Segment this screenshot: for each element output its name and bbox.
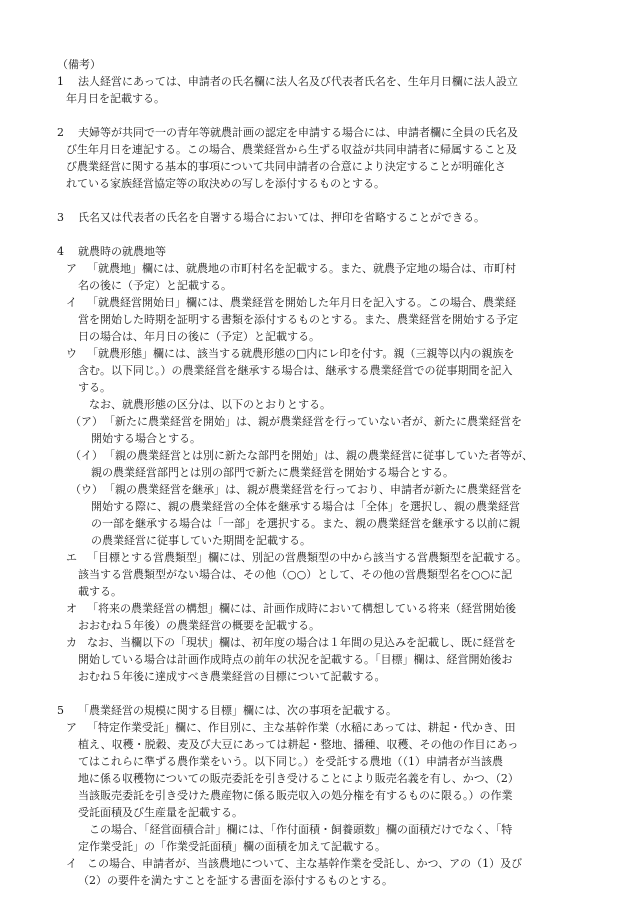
spacer <box>0 685 630 702</box>
item-4-u-sub-i-line-2 <box>0 464 630 481</box>
item-4-title: 就農時の就農地等 <box>78 245 166 258</box>
item-4-i-text: 日の場合は、年月日の後に（予定）と記載する。 <box>78 330 320 343</box>
item-5-a-text: 当該販売委託を引き受けた農産物に係る販売収入の処分権を有するものに限る。）の作業 <box>78 789 513 802</box>
item-5-a-line-5 <box>0 787 630 804</box>
item-4-u-line-3 <box>0 379 630 396</box>
item-4-e-text: 該当する営農類型がない場合は、その他（○○）として、その他の営農類型名を○○に記 <box>78 568 513 581</box>
item-4-u-sub-u-text: 「親の農業経営を継承」は、親が農業経営を行っており、申請者が新たに農業経営を <box>104 483 522 496</box>
item-2-line-2 <box>0 141 630 158</box>
item-4-ka-text: 開始している場合は計画作成時点の前年の状況を記載する。「目標」欄は、経営開始後お <box>78 653 513 666</box>
item-4-i-text: 営を開始した時期を証明する書類を添付するものとする。また、農業経営を開始する予定 <box>78 313 518 326</box>
item-4-u-sub-u-line-1 <box>0 481 630 498</box>
item-4-ka-line-1 <box>0 634 630 651</box>
item-4-u-sub-u-line-4 <box>0 532 630 549</box>
item-4-ka-text: おむね５年後に達成すべき農業経営の目標について記載する。 <box>78 670 386 683</box>
item-5-a-text: 定作業受託」の「作業受託面積」欄の面積を加えて記載する。 <box>78 840 386 853</box>
item-4-ka-line-3 <box>0 668 630 685</box>
item-4-o-text: おおむね５年後）の農業経営の概要を記載する。 <box>78 619 320 632</box>
item-5-a-text: 地に係る収穫物についての販売委託を引き受けることにより販売名義を有し、かつ、（2） <box>78 772 519 785</box>
item-4-a-mark: ア <box>66 262 77 275</box>
item-4-u-text: 含む。以下同じ。）の農業経営を継承する場合は、継承する農業経営での従事期間を記入 <box>78 364 513 377</box>
item-2-text: び農業経営に関する基本的事項について共同申請者の合意により決定することが明確化さ <box>66 160 506 173</box>
item-2-text: 夫婦等が共同で一の青年等就農計画の認定を申請する場合には、申請者欄に全員の氏名及 <box>78 126 518 139</box>
item-4-e-text: 「目標とする営農類型」欄には、別記の営農類型の中から該当する営農類型を記載する。 <box>87 551 527 564</box>
item-4-u-sub-a-mark: （ア） <box>70 415 103 428</box>
item-2-text: び生年月日を連記する。この場合、農業経営から生ずる収益が共同申請者に帰属すること及 <box>66 143 517 156</box>
item-5-a-line-1 <box>0 719 630 736</box>
item-4-u-sub-i-mark: （イ） <box>70 449 103 462</box>
item-4-u-sub-i-line-1 <box>0 447 630 464</box>
item-5-i-text: （2）の要件を満たすことを証する書面を添付するものとする。 <box>78 874 393 887</box>
item-4-u-sub-u-text: 開始する際に、親の農業経営の全体を継承する場合は「全体」を選択し、親の農業経営 <box>91 500 520 513</box>
item-4-number: 4 <box>57 245 64 258</box>
item-2-line-3 <box>0 158 630 175</box>
item-2-text: れている家族経営協定等の取決めの写しを添付するものとする。 <box>66 177 385 190</box>
item-4-u-sub-a-text: 「新たに農業経営を開始」は、親が農業経営を行っていない者が、新たに農業経営を <box>104 415 522 428</box>
item-4-o-mark: オ <box>66 602 77 615</box>
item-4-u-line-1 <box>0 345 630 362</box>
item-1-text: 法人経営にあっては、申請者の氏名欄に法人名及び代表者氏名を、生年月日欄に法人設立 <box>78 75 518 88</box>
spacer <box>0 226 630 243</box>
item-4-a-line-2 <box>0 277 630 294</box>
item-5-a-line-2 <box>0 736 630 753</box>
item-4-u-sub-a-line-2 <box>0 430 630 447</box>
item-5-a-text: 受託面積及び生産量を記載する。 <box>78 806 243 819</box>
item-5-i-line-2 <box>0 872 630 889</box>
item-1-line-1 <box>0 73 630 90</box>
item-4-u-text: する。 <box>78 381 111 394</box>
item-5-number: 5 <box>57 704 64 717</box>
item-5-a-text: 「特定作業受託」欄に、作目別に、主な基幹作業（水稲にあっては、耕起・代かき、田 <box>87 721 516 734</box>
item-5-title: 「農業経営の規模に関する目標」欄には、次の事項を記載する。 <box>78 704 397 717</box>
item-5-a-mark: ア <box>66 721 77 734</box>
item-4-u-sub-u-text: の一部を継承する場合は「一部」を選択する。また、親の農業経営を継承する以前に親 <box>91 517 520 530</box>
item-4-u-sub-i-text: 親の農業経営部門とは別の部門で新たに農業経営を開始する場合とする。 <box>91 466 454 479</box>
item-4-o-line-2 <box>0 617 630 634</box>
item-4-i-line-2 <box>0 311 630 328</box>
item-4-e-line-3 <box>0 583 630 600</box>
item-4-u-sub-a-text: 開始する場合とする。 <box>91 432 201 445</box>
item-4-i-mark: イ <box>66 296 77 309</box>
item-2-line-1 <box>0 124 630 141</box>
item-1-line-2 <box>0 90 630 107</box>
item-5-a-text: この場合、「経営面積合計」欄には、「作付面積・飼養頭数」欄の面積だけでなく、「特 <box>89 823 513 836</box>
item-4-ka-mark: カ <box>66 636 77 649</box>
item-5-i-text: この場合、申請者が、当該農地について、主な基幹作業を受託し、かつ、アの（1）及び <box>87 857 523 870</box>
item-4-ka-text: なお、当欄以下の「現状」欄は、初年度の場合は１年間の見込みを記載し、既に経営を <box>87 636 516 649</box>
item-4-u-sub-a-line-1 <box>0 413 630 430</box>
item-4-a-text: 名の後に（予定）と記載する。 <box>78 279 232 292</box>
item-5-i-mark: イ <box>66 857 77 870</box>
item-4-e-line-2 <box>0 566 630 583</box>
item-2-number: 2 <box>57 126 64 139</box>
spacer <box>0 107 630 124</box>
item-5-a-text: てはこれらに準ずる農作業をいう。以下同じ。）を受託する農地（（1）申請者が当該農 <box>78 755 503 768</box>
item-1-number: 1 <box>57 75 64 88</box>
item-5-a-line-8 <box>0 838 630 855</box>
remarks-heading <box>0 56 630 73</box>
item-3-text: 氏名又は代表者の氏名を自署する場合においては、押印を省略することができる。 <box>78 211 485 224</box>
item-4-i-line-3 <box>0 328 630 345</box>
item-1-text: 年月日を記載する。 <box>66 92 165 105</box>
item-5-a-line-7 <box>0 821 630 838</box>
item-4-u-text: なお、就農形態の区分は、以下のとおりとする。 <box>89 398 331 411</box>
document-page <box>0 56 630 889</box>
item-2-line-4 <box>0 175 630 192</box>
item-4-u-sub-i-text: 「親の農業経営とは別に新たな部門を開始」は、親の農業経営に従事していた者等が、 <box>104 449 533 462</box>
item-5-a-text: 植え、収穫・脱穀、麦及び大豆にあっては耕起・整地、播種、収穫、その他の作目にあっ <box>78 738 519 751</box>
item-5-a-line-3 <box>0 753 630 770</box>
remarks-heading-text: （備考） <box>57 58 101 71</box>
item-5-title-line <box>0 702 630 719</box>
item-4-u-sub-u-text: の農業経営に従事していた期間を記載する。 <box>91 534 311 547</box>
item-4-i-line-1 <box>0 294 630 311</box>
item-3-line-1 <box>0 209 630 226</box>
item-4-e-line-1 <box>0 549 630 566</box>
item-4-u-line-4 <box>0 396 630 413</box>
item-4-u-line-2 <box>0 362 630 379</box>
item-4-u-sub-u-line-2 <box>0 498 630 515</box>
item-4-o-line-1 <box>0 600 630 617</box>
item-4-i-text: 「就農経営開始日」欄には、農業経営を開始した年月日を記入する。この場合、農業経 <box>87 296 516 309</box>
item-4-e-mark: エ <box>66 551 77 564</box>
item-4-ka-line-2 <box>0 651 630 668</box>
item-3-number: 3 <box>57 211 64 224</box>
item-4-u-sub-u-mark: （ウ） <box>70 483 103 496</box>
item-4-o-text: 「将来の農業経営の構想」欄には、計画作成時において構想している将来（経営開始後 <box>87 602 516 615</box>
item-4-a-line-1 <box>0 260 630 277</box>
item-4-u-text: 「就農形態」欄には、該当する就農形態の□内にレ印を付す。親（三親等以内の親族を <box>87 347 515 360</box>
item-4-title-line <box>0 243 630 260</box>
item-4-u-sub-u-line-3 <box>0 515 630 532</box>
item-4-e-text: 載する。 <box>78 585 122 598</box>
item-4-u-mark: ウ <box>66 347 77 360</box>
item-4-a-text: 「就農地」欄には、就農地の市町村名を記載する。また、就農予定地の場合は、市町村 <box>87 262 516 275</box>
item-5-a-line-4 <box>0 770 630 787</box>
item-5-a-line-6 <box>0 804 630 821</box>
spacer <box>0 192 630 209</box>
item-5-i-line-1 <box>0 855 630 872</box>
